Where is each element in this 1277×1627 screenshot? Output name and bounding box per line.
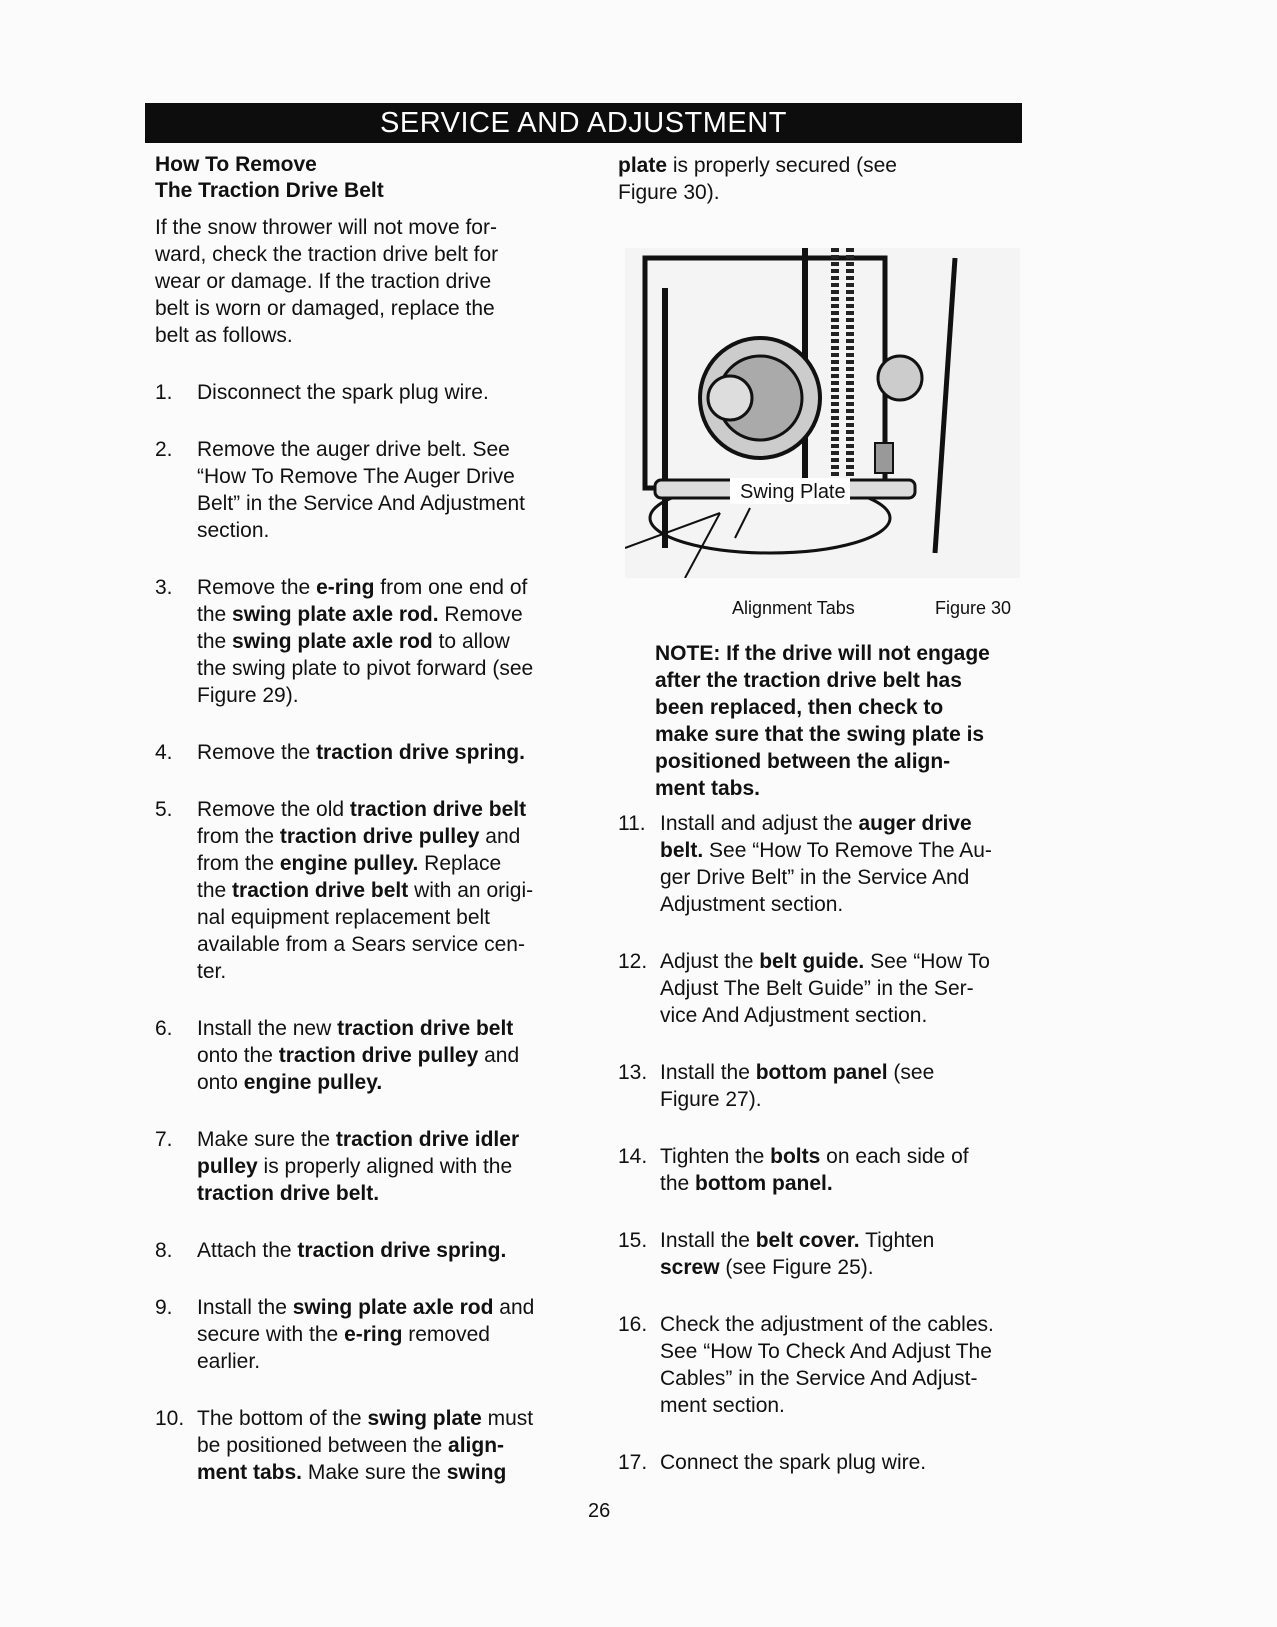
note-paragraph: NOTE: If the drive will not engage after the traction drive belt has been replaced, then check to make sure that the swing plate is positioned between the align- ment tabs. (655, 642, 990, 800)
step-item (155, 1126, 595, 1207)
step-number: 7. (155, 1128, 173, 1151)
step-item (155, 1237, 595, 1264)
step-item (618, 948, 1038, 1029)
step-item (155, 1015, 595, 1096)
section-banner: SERVICE AND ADJUSTMENT (145, 103, 1022, 143)
step-text: Install the new traction drive belt onto the traction drive pulley and onto engine pulley. (197, 1017, 520, 1094)
step-item (155, 1405, 595, 1486)
step-text: Remove the e-ring from one end of the swing plate axle rod. Remove the swing plate axle rod to allow the swing plate to pivot forward (see Figure 29). (197, 576, 534, 707)
step-text: Install the bottom panel (see Figure 27). (660, 1061, 935, 1111)
step-text: Tighten the bolts on each side of the bottom panel. (660, 1145, 969, 1195)
step-text: Adjust the belt guide. See “How To Adjust The Belt Guide” in the Ser- vice And Adjustment section. (660, 950, 990, 1027)
step-item (155, 739, 595, 766)
step-item (155, 1294, 595, 1375)
steps-list-left (155, 379, 595, 1486)
step-number: 6. (155, 1017, 173, 1040)
step-number: 14. (618, 1145, 648, 1168)
step-text: Check the adjustment of the cables. See “How To Check And Adjust The Cables” in the Service And Adjust- ment section. (660, 1313, 994, 1417)
steps-list-right (618, 810, 1038, 1476)
step-number: 1. (155, 381, 173, 404)
step-number: 16. (618, 1313, 648, 1336)
step-item (155, 574, 595, 709)
step-text: Install and adjust the auger drive belt. See “How To Remove The Au- ger Drive Belt” in the Service And Adjustment section. (660, 812, 992, 916)
step-text: Install the swing plate axle rod and secure with the e-ring removed earlier. (197, 1296, 535, 1373)
step-number: 5. (155, 798, 173, 821)
step-text: Install the belt cover. Tighten screw (see Figure 25). (660, 1229, 935, 1279)
step-number: 17. (618, 1451, 648, 1474)
step-number: 3. (155, 576, 173, 599)
page-number: 26 (588, 1500, 611, 1522)
step-item (618, 810, 1038, 918)
step-number: 9. (155, 1296, 173, 1319)
step-item (618, 1143, 1038, 1197)
step-text: The bottom of the swing plate must be positioned between the align- ment tabs. Make sure the swing (197, 1407, 534, 1484)
alignment-tabs-label: Alignment Tabs (732, 598, 855, 618)
figure-caption: Figure 30 (935, 598, 1012, 618)
step-number: 4. (155, 741, 173, 764)
step-text: Make sure the traction drive idler pulley is properly aligned with the traction drive belt. (197, 1128, 520, 1205)
step-item (618, 1311, 1038, 1419)
step-text: Disconnect the spark plug wire. (197, 381, 489, 404)
step-text: Remove the old traction drive belt from the traction drive pulley and from the engine pulley. Replace the traction drive belt with an origi- nal equipment replacement belt available from a Sears service cen- ter. (197, 798, 534, 983)
step-item (155, 436, 595, 544)
step-number: 15. (618, 1229, 648, 1252)
step-item (618, 1227, 1038, 1281)
step-text: Remove the traction drive spring. (197, 741, 525, 764)
figure-30-illustration (625, 248, 1020, 578)
step-item (155, 796, 595, 985)
step-number: 2. (155, 438, 173, 461)
right-column (618, 152, 1038, 206)
step-item (155, 379, 595, 406)
intro-paragraph: If the snow thrower will not move for- ward, check the traction drive belt for wear or damage. If the traction drive belt is worn or damaged, replace the belt as follows. (155, 216, 499, 347)
step-text: Attach the traction drive spring. (197, 1239, 507, 1262)
step-10-continuation: plate is properly secured (see Figure 30). (618, 154, 897, 204)
step-number: 13. (618, 1061, 648, 1084)
left-column (155, 152, 595, 1486)
swing-plate-label: Swing Plate (740, 481, 846, 503)
section-heading: How To Remove The Traction Drive Belt (155, 153, 384, 202)
step-text: Connect the spark plug wire. (660, 1451, 927, 1474)
step-number: 8. (155, 1239, 173, 1262)
step-item (618, 1449, 1038, 1476)
step-number: 12. (618, 950, 648, 973)
step-number: 10. (155, 1407, 185, 1430)
step-number: 11. (618, 812, 646, 835)
step-item (618, 1059, 1038, 1113)
step-text: Remove the auger drive belt. See “How To Remove The Auger Drive Belt” in the Service And Adjustment section. (197, 438, 526, 542)
